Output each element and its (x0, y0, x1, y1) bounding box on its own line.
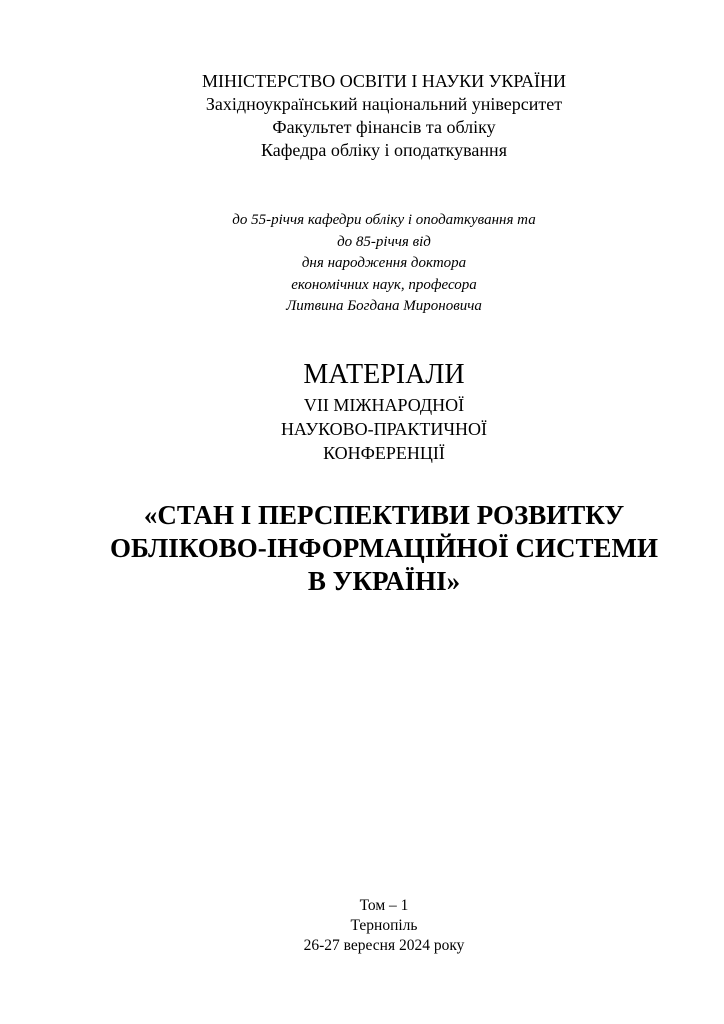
dedication (22, 210, 724, 318)
dedication-line: дня народження доктора (301, 255, 467, 271)
conference-title-line: В УКРАЇНІ» (307, 566, 461, 596)
volume-label: Том – 1 (359, 897, 409, 914)
dedication-line: до 85-річчя від (337, 233, 431, 250)
materials-heading-block (22, 357, 724, 465)
university-name: Західноукраїнський національний університет (205, 94, 563, 114)
conference-title-line: «СТАН І ПЕРСПЕКТИВИ РОЗВИТКУ (143, 500, 625, 530)
dedication-line: до 55-річчя кафедри обліку і оподаткування та (232, 212, 536, 228)
ministry-name: МІНІСТЕРСТВО ОСВІТИ І НАУКИ УКРАЇНИ (201, 71, 567, 91)
materials-subheading-line: VII МІЖНАРОДНОЇ (303, 395, 465, 415)
materials-subheading-line: КОНФЕРЕНЦІЇ (323, 443, 445, 463)
city-label: Тернопіль (350, 917, 418, 934)
materials-heading: МАТЕРІАЛИ (303, 359, 465, 390)
conference-title (22, 499, 724, 598)
materials-subheading-line: НАУКОВО-ПРАКТИЧНОЇ (280, 419, 488, 439)
dedication-line: економічних наук, професора (291, 276, 477, 293)
department-name: Кафедра обліку і оподаткування (261, 140, 507, 160)
dedication-line: Литвина Богдана Мироновича (286, 298, 482, 314)
conference-title-line: ОБЛІКОВО-ІНФОРМАЦІЙНОЇ СИСТЕМИ (110, 533, 658, 563)
faculty-name: Факультет фінансів та обліку (272, 117, 496, 137)
publication-footer (22, 896, 724, 956)
date-label: 26-27 вересня 2024 року (303, 937, 465, 954)
institution-header (22, 70, 724, 162)
